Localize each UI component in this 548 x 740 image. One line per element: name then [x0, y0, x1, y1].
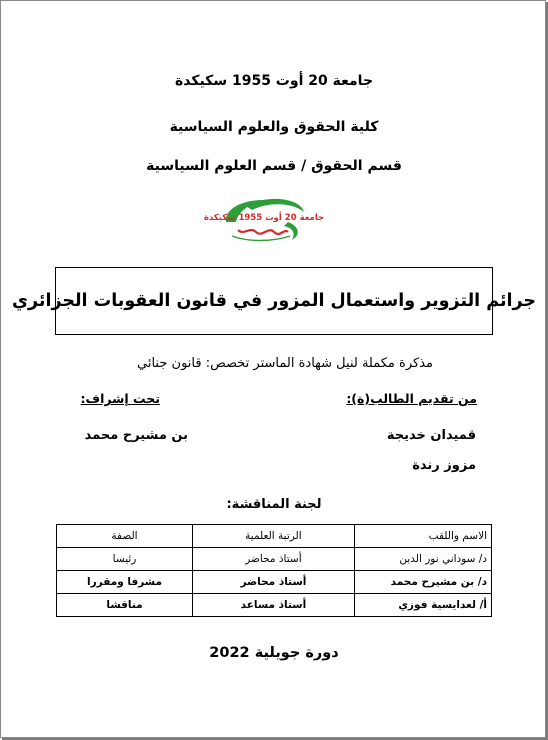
member-role: رئيسا [57, 548, 193, 571]
table-header-row [57, 525, 492, 548]
member-role: مناقشا [57, 594, 193, 617]
member-role: مشرفا ومقررا [57, 571, 193, 594]
table-row [57, 548, 492, 571]
student-name-2: مزوز رندة [412, 458, 476, 473]
header-rank: الرتبة العلمية [192, 525, 354, 548]
supervisor-name: بن مشيرح محمد [84, 428, 188, 443]
header-name: الاسم واللقب [354, 525, 491, 548]
header-role: الصفة [57, 525, 193, 548]
logo-text: جامعة 20 أوت 1955 سكيكدة [203, 213, 325, 223]
thesis-subtitle: مذكرة مكملة لنيل شهادة الماستر تخصص: قانون جنائي [137, 356, 433, 371]
session-date: دورة جويلية 2022 [209, 645, 339, 661]
department-name: قسم الحقوق / قسم العلوم السياسية [146, 158, 402, 174]
member-rank: أستاذ محاضر [192, 571, 354, 594]
university-name: جامعة 20 أوت 1955 سكيكدة [174, 73, 374, 89]
table-row [57, 594, 492, 617]
member-name: د/ سوداني نور الدين [354, 548, 491, 571]
university-logo [203, 192, 325, 244]
member-name: د/ بن مشيرح محمد [354, 571, 491, 594]
committee-label: لجنة المناقشة: [226, 497, 322, 512]
faculty-name: كلية الحقوق والعلوم السياسية [169, 119, 379, 135]
supervision-label: تحت إشراف: [80, 391, 160, 406]
student-name-1: قميدان خديجة [386, 428, 476, 443]
member-rank: أستاذ محاضر [192, 548, 354, 571]
committee-table [56, 524, 492, 617]
students-label: من تقديم الطالب(ة): [346, 391, 477, 406]
thesis-title: جرائم التزوير واستعمال المزور في قانون العقوبات الجزائري [11, 291, 537, 311]
member-name: أ/ لعدايسية فوزي [354, 594, 491, 617]
thesis-title-box [11, 267, 537, 335]
table-row [57, 571, 492, 594]
member-rank: أستاذ مساعد [192, 594, 354, 617]
